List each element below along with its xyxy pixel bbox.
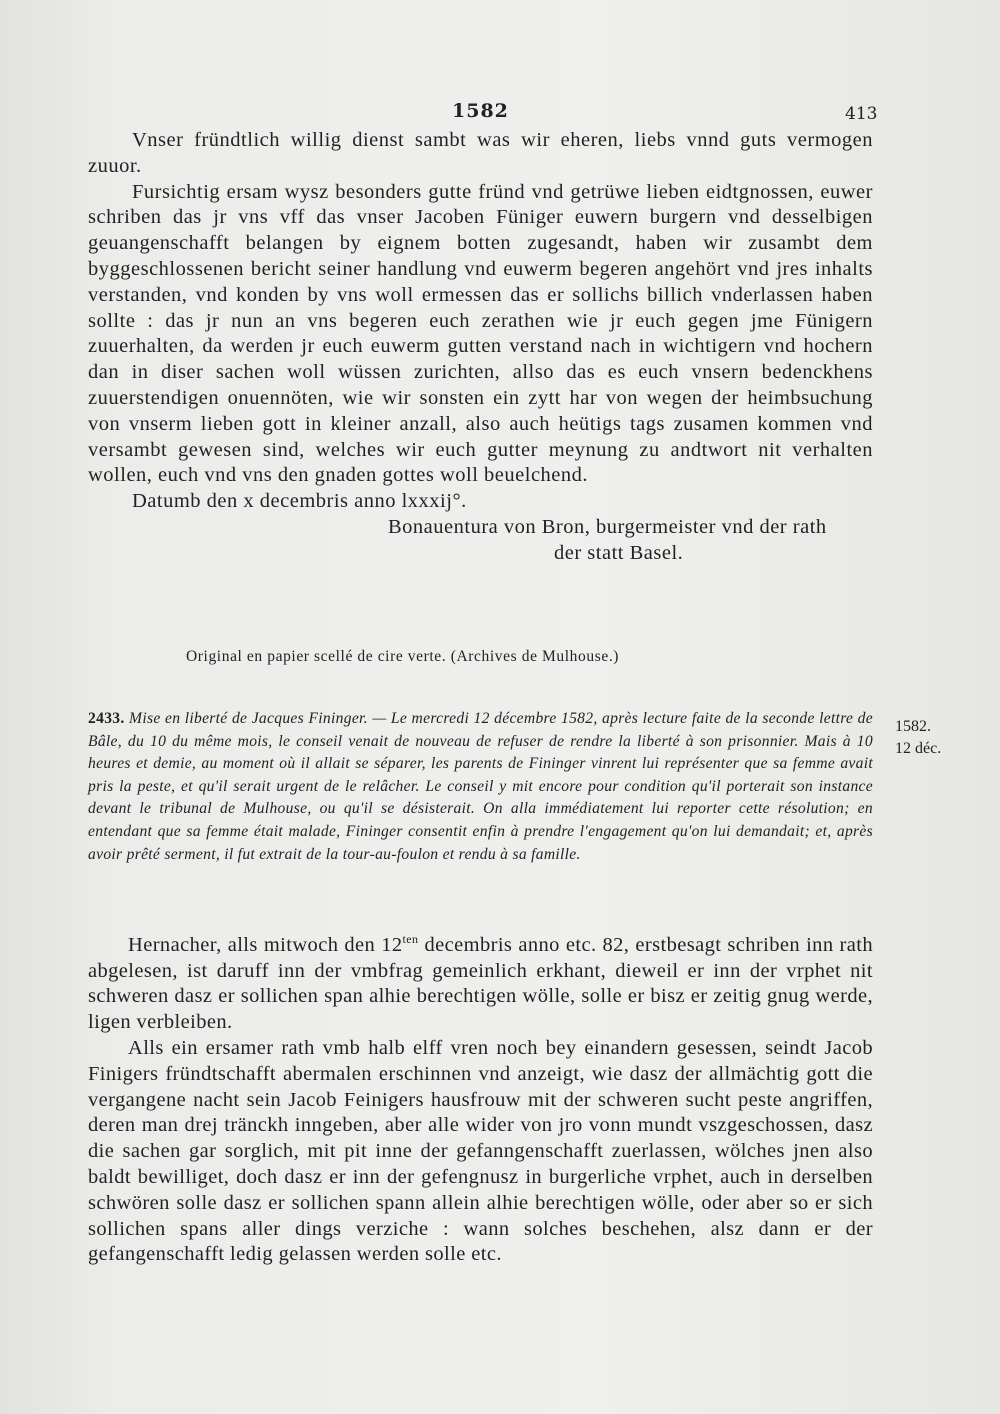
protocol-paragraph-2: Alls ein ersamer rath vmb halb elff vren noch bey einandern gesessen, seindt Jacob Finigers fründtschafft abermalen erschinnen vnd anzeigt, wie dasz der allmächtig gott die vergangene nacht sein Jacob Feinigers hausfrouw mit der schweren sucht peste angriffen, deren man drej tränckh inngeben, aber alle wider von jro vonn mundt vszgeschossen, dasz die sachen gar sorglich, mit pit inne der gefanngenschafft zuerlassen, wölches jnen also baldt bewilliget, doch dasz er inn der gefengnusz in burgerliche vrphet, auch in derselben schwören solle dasz er sollichen spann allein alhie berechtigen wölle, oder aber so er sich sollichen spans aller dings verziche : wann solches beschehen, alsz dann er der gefangenschafft ledig gelassen werden solle etc. [88, 1037, 873, 1266]
source-note: Original en papier scellé de cire verte. (Archives de Mulhouse.) [186, 648, 620, 665]
council-protocol [88, 927, 873, 1268]
letter-salutation: Vnser fründtlich willig dienst sambt was wir eheren, liebs vnnd guts vermogen zuuor. [88, 129, 873, 177]
header-year: 1582 [452, 100, 509, 122]
summary-text: Mise en liberté de Jacques Fininger. — Le mercredi 12 décembre 1582, après lecture faite de la seconde lettre de Bâle, du 10 du même mois, le conseil venait de nouveau de refuser de rendre la liberté à son prisonnier. Mais à 10 heures et demie, au moment où il allait se séparer, les parents de Fininger vinrent lui représenter que sa femme avait pris la peste, et qu'il serait urgent de le relâcher. Le conseil y mit encore pour condition qu'il porterait son instance devant le tribunal de Mulhouse, ou qu'il se désisterait. On alla immédiatement lui reporter cette résolution; en entendant que sa femme était malade, Fininger consentit enfin à prendre l'engagement qu'on lui demandait; et, après avoir prêté serment, il fut extrait de la tour-au-foulon et rendu à sa famille. [88, 710, 873, 863]
protocol-text-rest: decembris anno etc. 82, erstbesagt schriben inn rath abgelesen, ist daruff inn der vmbfrag gemeinlich erkhant, dieweil er inn der vrphet nit schweren dasz er sollichen span alhie berechtigen wölle, solle er bisz er zeitig gnug werde, ligen verbleiben. [88, 933, 873, 1034]
letter-date: Datumb den x decembris anno lxxxij°. [132, 490, 467, 513]
page-number: 413 [845, 104, 878, 124]
letter-text [88, 128, 873, 567]
letter-signature: Bonauentura von Bron, burgermeister vnd der rath [388, 515, 827, 538]
letter-signature-place: der statt Basel. [554, 541, 684, 564]
margin-date-note [895, 716, 985, 760]
margin-day: 12 déc. [895, 740, 942, 757]
running-header [0, 100, 1000, 130]
document-summary [88, 708, 873, 866]
protocol-text-start: Hernacher, alls mitwoch den 12 [128, 933, 403, 956]
document-number: 2433. [88, 710, 125, 727]
protocol-superscript: ten [402, 932, 419, 946]
letter-body: Fursichtig ersam wysz besonders gutte fründ vnd getrüwe lieben eidtgnossen, euwer schriben das jr vns vff das vnser Jacoben Füniger euwern burgern vnd desselbigen geuangenschafft belangen by eignem botten zugesandt, haben wir zusambt dem byggeschlossenen bericht seiner handlung vnd euwerm begeren angehört vnd jres inhalts verstanden, vnd konden by vns woll ermessen das er sollichs billich vnderlassen haben sollte : das jr nun an vns begeren euch zerathen wie jr euch gegen jme Fünigern zuuerhalten, da werden jr euch euwerm gutten verstand nach in wichtigern vnd hochern dan in diser sachen woll wüssen zurichten, allso das es euch vnsern bedenckhens zuuerstendigen onuennöten, wie wir sonsten ein zytt har von wegen der heimbsuchung von vnserm lieben gott in kleiner anzall, also auch heütigs tags zusamen kommen vnd versambt gewesen sind, welches wir euch gutter meynung zu andtwort nit verhalten wollen, euch vnd vns den gnaden gottes woll beuelchend. [88, 180, 873, 487]
margin-year: 1582. [895, 718, 931, 735]
protocol-paragraph-1 [88, 927, 873, 1036]
